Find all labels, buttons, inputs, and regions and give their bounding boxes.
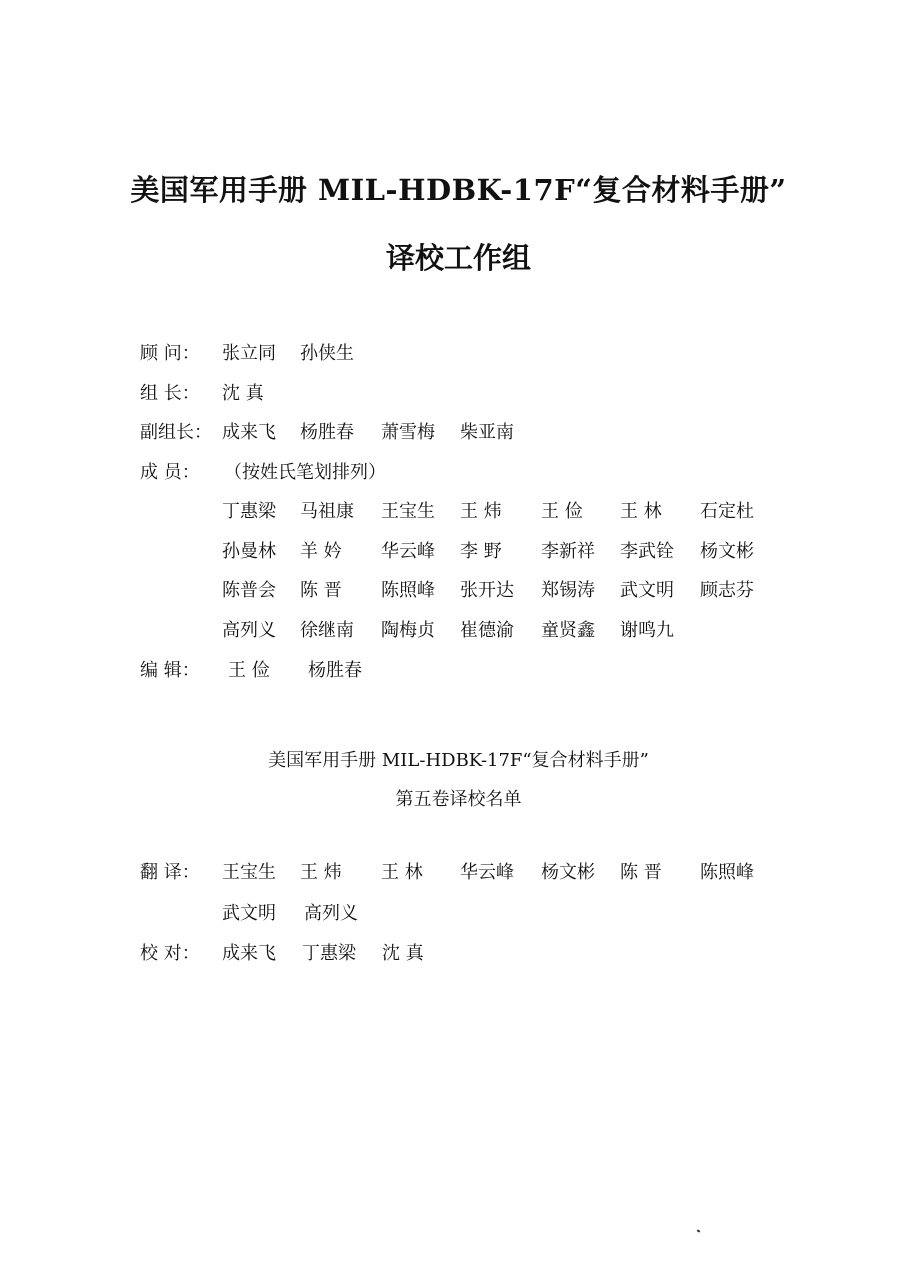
- deputy-name: 萧雪梅: [381, 422, 435, 443]
- editor-name: 王 俭: [228, 660, 270, 681]
- proofreader-name: 成来飞: [222, 943, 276, 964]
- deputy-name: 柴亚南: [460, 422, 514, 443]
- proofreader-name: 丁惠梁: [302, 943, 356, 964]
- member-name: 徐继南: [300, 620, 354, 641]
- proofreader-label: 校 对：: [140, 943, 200, 964]
- deputy-name: 成来飞: [222, 422, 276, 443]
- member-name: 武文明: [620, 580, 674, 601]
- member-name: 顾志芬: [700, 580, 754, 601]
- leader-name: 沈 真: [222, 383, 264, 404]
- member-name: 王宝生: [381, 501, 435, 522]
- member-name: 崔德渝: [460, 620, 514, 641]
- member-name: 丁惠梁: [222, 501, 276, 522]
- editor-name: 杨胜春: [308, 660, 362, 681]
- members-label: 成 员：: [140, 462, 200, 483]
- translator-name: 王宝生: [222, 862, 276, 883]
- member-name: 张开达: [460, 580, 514, 601]
- translator-name: 陈 晋: [620, 862, 662, 883]
- leader-label: 组 长：: [140, 383, 200, 404]
- member-name: 陶梅贞: [381, 620, 435, 641]
- member-name: 陈 晋: [300, 580, 342, 601]
- translator-name: 杨文彬: [541, 862, 595, 883]
- member-name: 童贤鑫: [541, 620, 595, 641]
- page-subtitle: 译校工作组: [385, 241, 531, 275]
- proofreader-name: 沈 真: [382, 943, 424, 964]
- advisor-name: 张立同: [222, 343, 276, 364]
- member-name: 谢鸣九: [620, 620, 674, 641]
- member-name: 王 俭: [541, 501, 583, 522]
- member-name: 王 林: [620, 501, 662, 522]
- translator-name: 陈照峰: [700, 862, 754, 883]
- translator-name: 王 林: [381, 862, 423, 883]
- members-note: （按姓氏笔划排列）: [224, 462, 386, 483]
- member-name: 羊 妗: [300, 541, 342, 562]
- editor-label: 编 辑：: [140, 660, 200, 681]
- deputy-label: 副组长：: [140, 422, 212, 443]
- member-name: 李武铨: [620, 541, 674, 562]
- advisor-name: 孙侠生: [300, 343, 354, 364]
- member-name: 石定杜: [700, 501, 754, 522]
- member-name: 杨文彬: [700, 541, 754, 562]
- member-name: 王 炜: [460, 501, 502, 522]
- deputy-name: 杨胜春: [300, 422, 354, 443]
- scan-speck: [697, 1229, 701, 1232]
- member-name: 李 野: [460, 541, 502, 562]
- member-name: 郑锡涛: [541, 580, 595, 601]
- translator-name: 华云峰: [460, 862, 514, 883]
- translator-name: 武文明: [222, 903, 276, 924]
- member-name: 孙曼林: [222, 541, 276, 562]
- member-name: 高列义: [222, 620, 276, 641]
- member-name: 华云峰: [381, 541, 435, 562]
- member-name: 陈普会: [222, 580, 276, 601]
- translator-name: 王 炜: [300, 862, 342, 883]
- advisor-label: 顾 问：: [140, 343, 200, 364]
- member-name: 陈照峰: [381, 580, 435, 601]
- member-name: 李新祥: [541, 541, 595, 562]
- translator-label: 翻 译：: [140, 862, 200, 883]
- volume5-title: 美国军用手册 MIL-HDBK-17F“复合材料手册”: [268, 750, 649, 771]
- page-title: 美国军用手册 MIL-HDBK-17F“复合材料手册”: [130, 173, 787, 207]
- translator-name: 高列义: [304, 903, 358, 924]
- volume5-subtitle: 第五卷译校名单: [395, 789, 522, 810]
- member-name: 马祖康: [300, 501, 354, 522]
